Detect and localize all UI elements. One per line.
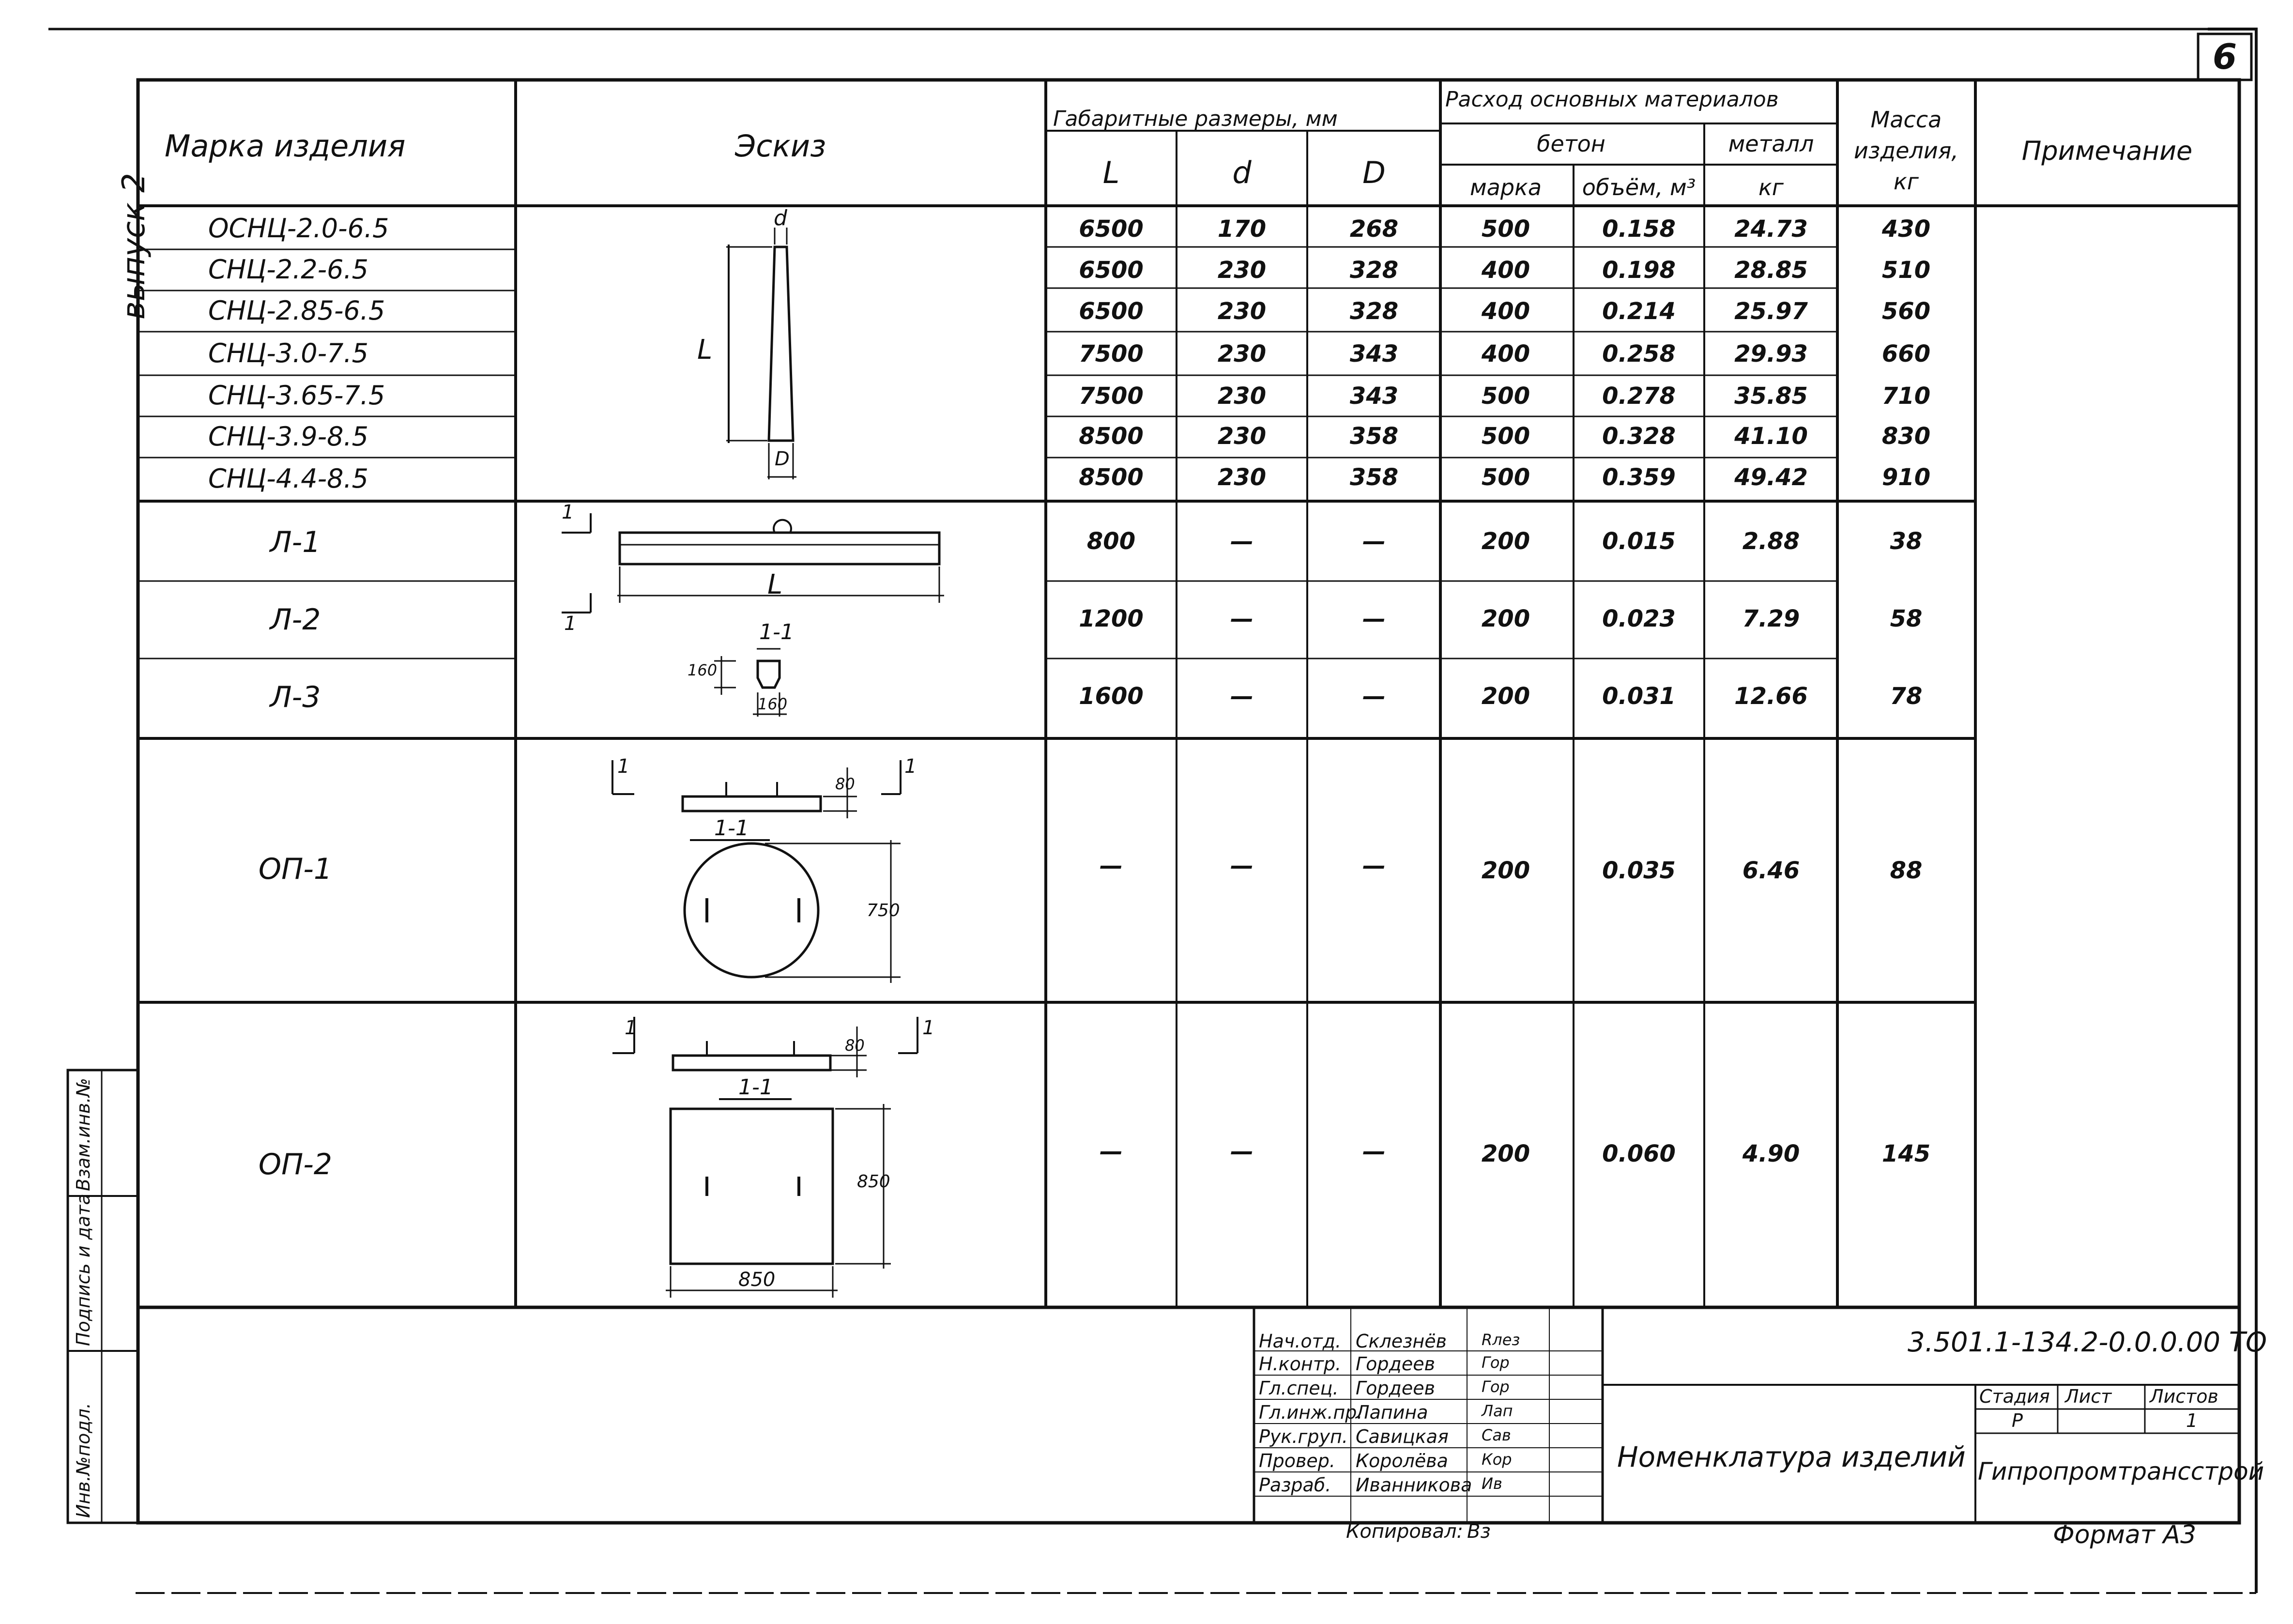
row-d: — bbox=[1230, 1138, 1254, 1165]
op2-section-mark: 1 bbox=[625, 1017, 637, 1039]
row-D: 328 bbox=[1349, 257, 1399, 284]
row-d: 170 bbox=[1217, 215, 1267, 243]
row-beton-marka: 400 bbox=[1481, 298, 1530, 325]
header-beton: бетон bbox=[1537, 131, 1605, 157]
row-mark: СНЦ-3.9-8.5 bbox=[208, 421, 368, 452]
stadia-value: Р bbox=[2012, 1410, 2023, 1431]
listov-label: Листов bbox=[2150, 1386, 2218, 1407]
row-L: 6500 bbox=[1079, 298, 1144, 325]
row-massa: 38 bbox=[1890, 528, 1923, 555]
beam-sketch bbox=[562, 513, 944, 717]
row-metall: 24.73 bbox=[1734, 215, 1808, 243]
row-D: — bbox=[1362, 683, 1386, 710]
op1-dim-h: 80 bbox=[835, 775, 855, 793]
row-massa: 510 bbox=[1881, 257, 1931, 284]
op2-section-mark: 1 bbox=[922, 1017, 935, 1039]
list-label: Лист bbox=[2065, 1386, 2112, 1407]
header-beton-obem: объём, м³ bbox=[1582, 174, 1696, 200]
row-mark: Л-1 bbox=[270, 525, 321, 559]
op1-section-mark: 1 bbox=[617, 755, 630, 778]
header-primechanie: Примечание bbox=[2021, 136, 2193, 166]
row-beton-marka: 200 bbox=[1481, 528, 1530, 555]
beam-dim-h: 160 bbox=[688, 661, 718, 679]
row-d: 230 bbox=[1217, 340, 1267, 368]
row-d: 230 bbox=[1217, 383, 1267, 410]
copied-sign: Вз bbox=[1467, 1520, 1491, 1543]
beam-section-mark: 1 bbox=[564, 613, 577, 635]
row-D: — bbox=[1362, 852, 1386, 879]
tb-name: Склезнёв bbox=[1356, 1331, 1447, 1352]
row-d: 230 bbox=[1217, 298, 1267, 325]
row-D: — bbox=[1362, 528, 1386, 555]
op1-section-mark: 1 bbox=[904, 755, 917, 778]
pole-sketch bbox=[726, 228, 796, 479]
row-obem: 0.158 bbox=[1602, 215, 1676, 243]
op1-sketch bbox=[612, 760, 901, 983]
row-beton-marka: 200 bbox=[1481, 605, 1530, 632]
beam-L-label: L bbox=[767, 569, 783, 600]
header-beton-marka: марка bbox=[1469, 174, 1542, 200]
row-massa: 88 bbox=[1890, 857, 1923, 884]
row-metall: 6.46 bbox=[1742, 857, 1800, 884]
row-d: — bbox=[1230, 528, 1254, 555]
row-massa: 710 bbox=[1881, 383, 1931, 410]
row-massa: 58 bbox=[1890, 605, 1923, 632]
header-metall: металл bbox=[1728, 131, 1814, 157]
row-obem: 0.031 bbox=[1602, 683, 1676, 710]
tb-sign: Ив bbox=[1482, 1474, 1502, 1493]
row-beton-marka: 500 bbox=[1481, 464, 1530, 491]
row-d: 230 bbox=[1217, 423, 1267, 450]
tb-sign: Гор bbox=[1482, 1378, 1510, 1396]
op2-dim-w: 850 bbox=[738, 1269, 776, 1291]
tb-sign: Кор bbox=[1482, 1450, 1512, 1469]
tb-name: Гордеев bbox=[1356, 1378, 1435, 1399]
row-D: 328 bbox=[1349, 298, 1399, 325]
row-beton-marka: 500 bbox=[1481, 215, 1530, 243]
row-d: 230 bbox=[1217, 257, 1267, 284]
row-massa: 78 bbox=[1890, 683, 1923, 710]
row-obem: 0.060 bbox=[1602, 1140, 1676, 1167]
row-obem: 0.023 bbox=[1602, 605, 1676, 632]
header-rashod: Расход основных материалов bbox=[1445, 87, 1779, 112]
doc-code: 3.501.1-134.2-0.0.0.00 ТО bbox=[1908, 1327, 2267, 1358]
row-obem: 0.359 bbox=[1602, 464, 1676, 491]
format-label: Формат А3 bbox=[2053, 1520, 2197, 1549]
row-D: 268 bbox=[1349, 215, 1399, 243]
row-L: — bbox=[1100, 852, 1123, 879]
row-mark: СНЦ-2.85-6.5 bbox=[208, 295, 385, 326]
row-metall: 35.85 bbox=[1734, 383, 1808, 410]
row-obem: 0.258 bbox=[1602, 340, 1676, 368]
row-D: — bbox=[1362, 1138, 1386, 1165]
row-mark: СНЦ-3.65-7.5 bbox=[208, 380, 385, 411]
header-massa: Масса изделия, кг bbox=[1853, 107, 1959, 195]
tb-role: Н.контр. bbox=[1259, 1353, 1342, 1375]
tb-name: Иванникова bbox=[1356, 1474, 1472, 1496]
row-beton-marka: 500 bbox=[1481, 423, 1530, 450]
header-L: L bbox=[1102, 155, 1120, 190]
op2-sketch bbox=[612, 1017, 917, 1298]
row-mark: СНЦ-4.4-8.5 bbox=[208, 463, 368, 494]
op1-dim-d: 750 bbox=[867, 901, 900, 920]
row-D: 343 bbox=[1349, 383, 1399, 410]
row-L: 8500 bbox=[1079, 423, 1144, 450]
row-beton-marka: 400 bbox=[1481, 340, 1530, 368]
row-D: 358 bbox=[1349, 423, 1399, 450]
tb-sign: Сав bbox=[1482, 1426, 1511, 1444]
organization: Гипропромтрансстрой bbox=[1978, 1457, 2264, 1486]
row-L: 6500 bbox=[1079, 215, 1144, 243]
row-massa: 145 bbox=[1881, 1140, 1931, 1167]
row-L: 1200 bbox=[1079, 605, 1144, 632]
row-mark: СНЦ-3.0-7.5 bbox=[208, 338, 368, 368]
row-obem: 0.328 bbox=[1602, 423, 1676, 450]
header-eskiz: Эскиз bbox=[734, 128, 826, 164]
stadia-label: Стадия bbox=[1979, 1386, 2050, 1407]
header-gabarit: Габаритные размеры, мм bbox=[1053, 107, 1338, 131]
row-L: 6500 bbox=[1079, 257, 1144, 284]
row-obem: 0.015 bbox=[1602, 528, 1676, 555]
row-D: 358 bbox=[1349, 464, 1399, 491]
side-stamp-sign: Подпись и дата bbox=[73, 1194, 94, 1346]
listov-value: 1 bbox=[2186, 1410, 2198, 1431]
vertical-label: выпуск 2 bbox=[116, 173, 152, 320]
pole-L-label: L bbox=[697, 334, 713, 366]
row-mark: ОП-1 bbox=[258, 852, 333, 886]
row-beton-marka: 200 bbox=[1481, 683, 1530, 710]
row-L: 1600 bbox=[1079, 683, 1144, 710]
side-stamp-inv: Инв.№подл. bbox=[73, 1402, 94, 1518]
header-marka: Марка изделия bbox=[165, 128, 406, 164]
tb-role: Провер. bbox=[1259, 1450, 1335, 1471]
row-d: — bbox=[1230, 683, 1254, 710]
row-d: — bbox=[1230, 852, 1254, 879]
row-mark: Л-2 bbox=[270, 603, 321, 637]
row-D: 343 bbox=[1349, 340, 1399, 368]
tb-name: Гордеев bbox=[1356, 1353, 1435, 1375]
tb-role: Гл.спец. bbox=[1259, 1378, 1339, 1399]
row-massa: 430 bbox=[1881, 215, 1931, 243]
row-obem: 0.198 bbox=[1602, 257, 1676, 284]
row-L: 7500 bbox=[1079, 340, 1144, 368]
row-L: 7500 bbox=[1079, 383, 1144, 410]
row-mark: СНЦ-2.2-6.5 bbox=[208, 254, 368, 285]
tb-role: Гл.инж.пр. bbox=[1259, 1402, 1363, 1423]
doc-title: Номенклатура изделий bbox=[1617, 1440, 1966, 1473]
row-beton-marka: 200 bbox=[1481, 1140, 1530, 1167]
pole-D-label: D bbox=[775, 448, 790, 470]
row-metall: 29.93 bbox=[1734, 340, 1808, 368]
row-d: 230 bbox=[1217, 464, 1267, 491]
row-massa: 560 bbox=[1881, 298, 1931, 325]
row-metall: 7.29 bbox=[1742, 605, 1800, 632]
side-stamp-replace: Взам.инв.№ bbox=[73, 1078, 94, 1191]
beam-dim-w: 160 bbox=[758, 695, 788, 713]
row-metall: 25.97 bbox=[1734, 298, 1808, 325]
tb-role: Разраб. bbox=[1259, 1474, 1331, 1496]
beam-section-title: 1-1 bbox=[759, 620, 794, 644]
header-metall-unit: кг bbox=[1758, 174, 1784, 200]
row-d: — bbox=[1230, 605, 1254, 632]
row-L: 800 bbox=[1086, 528, 1136, 555]
tb-name: Лапина bbox=[1356, 1402, 1428, 1423]
row-metall: 12.66 bbox=[1734, 683, 1808, 710]
row-metall: 49.42 bbox=[1734, 464, 1808, 491]
row-obem: 0.278 bbox=[1602, 383, 1676, 410]
copied-label: Копировал: bbox=[1346, 1520, 1464, 1543]
op2-section-title: 1-1 bbox=[738, 1075, 773, 1100]
tb-sign: Лап bbox=[1482, 1402, 1513, 1420]
row-D: — bbox=[1362, 605, 1386, 632]
row-mark: ОСНЦ-2.0-6.5 bbox=[208, 213, 389, 244]
row-L: 8500 bbox=[1079, 464, 1144, 491]
row-beton-marka: 400 bbox=[1481, 257, 1530, 284]
pole-d-label: d bbox=[774, 206, 787, 230]
beam-section-mark: 1 bbox=[562, 501, 574, 523]
row-obem: 0.214 bbox=[1602, 298, 1676, 325]
op1-section-title: 1-1 bbox=[714, 816, 749, 841]
row-beton-marka: 500 bbox=[1481, 383, 1530, 410]
row-metall: 28.85 bbox=[1734, 257, 1808, 284]
row-metall: 2.88 bbox=[1742, 528, 1800, 555]
row-beton-marka: 200 bbox=[1481, 857, 1530, 884]
row-massa: 830 bbox=[1881, 423, 1931, 450]
tb-name: Королёва bbox=[1356, 1450, 1448, 1471]
row-metall: 41.10 bbox=[1734, 423, 1808, 450]
row-massa: 910 bbox=[1881, 464, 1931, 491]
op2-dim-h: 80 bbox=[845, 1036, 865, 1055]
row-mark: ОП-2 bbox=[258, 1148, 333, 1181]
header-D: D bbox=[1362, 155, 1386, 190]
row-obem: 0.035 bbox=[1602, 857, 1676, 884]
op2-dim-v: 850 bbox=[857, 1172, 890, 1192]
tb-role: Нач.отд. bbox=[1259, 1331, 1342, 1352]
row-massa: 660 bbox=[1881, 340, 1931, 368]
row-L: — bbox=[1100, 1138, 1123, 1165]
tb-role: Рук.груп. bbox=[1259, 1426, 1348, 1447]
row-metall: 4.90 bbox=[1742, 1140, 1800, 1167]
tb-name: Савицкая bbox=[1356, 1426, 1449, 1447]
tb-sign: Гор bbox=[1482, 1353, 1510, 1372]
tb-sign: Rлез bbox=[1482, 1331, 1520, 1349]
row-mark: Л-3 bbox=[270, 680, 321, 714]
page-number: 6 bbox=[2213, 36, 2237, 77]
header-d: d bbox=[1232, 155, 1252, 190]
